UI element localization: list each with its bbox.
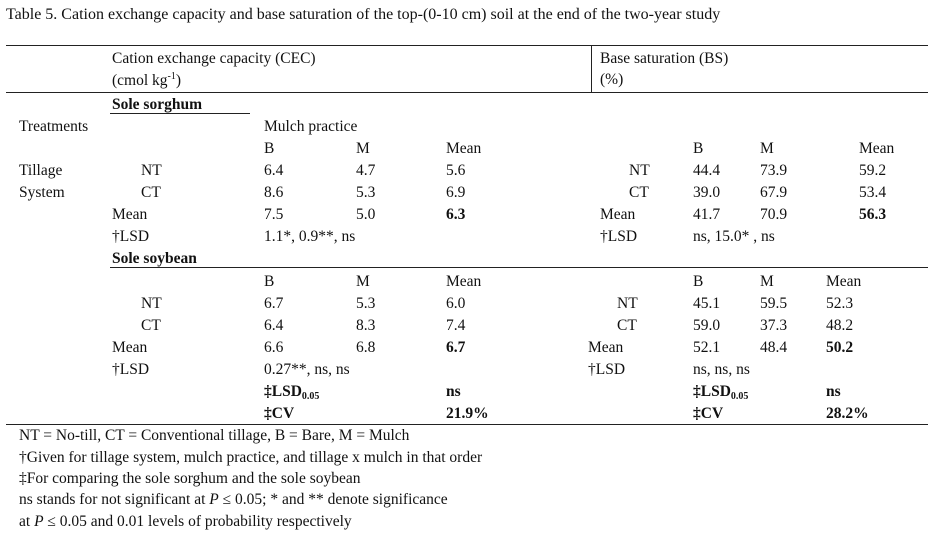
cell: 5.0: [356, 206, 376, 223]
row-label-mean: Mean: [600, 206, 636, 223]
grand-mean: 56.3: [859, 206, 887, 223]
row-label-ct: CT: [141, 317, 161, 334]
lsd-values: 0.27**, ns, ns: [264, 361, 350, 378]
footnote-abbreviations: NT = No-till, CT = Conventional tillage, B = Bare, M = Mulch: [19, 427, 410, 444]
row-label-lsd: †LSD: [112, 361, 150, 378]
row-label-nt: NT: [617, 295, 638, 312]
cell: 73.9: [760, 162, 788, 179]
cv-label: ‡CV: [264, 405, 295, 422]
grand-mean: 50.2: [826, 339, 854, 356]
col-m: M: [760, 273, 774, 290]
top-rule: [6, 45, 928, 46]
mulch-practice-label: Mulch practice: [264, 118, 358, 135]
bs-unit: (%): [600, 71, 624, 88]
col-mean: Mean: [859, 140, 895, 157]
cell: 48.4: [760, 339, 788, 356]
row-label-ct: CT: [629, 184, 649, 201]
soybean-underline: [110, 267, 928, 268]
cv-label: ‡CV: [693, 405, 724, 422]
grand-mean: 6.7: [446, 339, 466, 356]
cell: 5.3: [356, 295, 376, 312]
cell: 39.0: [693, 184, 721, 201]
bottom-rule: [6, 424, 928, 425]
col-b: B: [693, 140, 704, 157]
row-label-mean: Mean: [112, 206, 148, 223]
lsd005-value: ns: [446, 383, 461, 400]
col-b: B: [264, 273, 275, 290]
footnote-double-dagger: ‡For comparing the sole sorghum and the sole soybean: [19, 470, 361, 487]
treatments-label: Treatments: [19, 118, 89, 135]
cell: 6.4: [264, 162, 284, 179]
cell: 6.7: [264, 295, 284, 312]
col-mean: Mean: [826, 273, 862, 290]
col-m: M: [356, 273, 370, 290]
col-b: B: [264, 140, 275, 157]
cell: 5.3: [356, 184, 376, 201]
row-label-ct: CT: [141, 184, 161, 201]
cell: 7.4: [446, 317, 466, 334]
cell: 48.2: [826, 317, 854, 334]
cell: 7.5: [264, 206, 284, 223]
system-label: System: [19, 184, 65, 201]
cell: 67.9: [760, 184, 788, 201]
tillage-label: Tillage: [19, 162, 63, 179]
cec-unit: (cmol $kg^{-1}$): [112, 71, 182, 89]
cell: 53.4: [859, 184, 887, 201]
soybean-title: Sole soybean: [112, 250, 197, 267]
cell: 37.3: [760, 317, 788, 334]
cell: 52.3: [826, 295, 854, 312]
lsd005-value: ns: [826, 383, 841, 400]
lsd-values: ns, 15.0* , ns: [693, 228, 775, 245]
row-label-nt: NT: [141, 295, 162, 312]
lsd-values: ns, ns, ns: [693, 361, 750, 378]
cell: 52.1: [693, 339, 721, 356]
cell: 6.6: [264, 339, 284, 356]
cell: 6.4: [264, 317, 284, 334]
cv-value: 28.2%: [826, 405, 869, 422]
row-label-mean: Mean: [588, 339, 624, 356]
row-label-ct: CT: [617, 317, 637, 334]
footnote-ns: ns stands for not significant at P ≤ 0.05; * and ** denote significance: [19, 491, 448, 508]
lsd005-label: $\ddagger LSD_{0.05}$: [693, 383, 749, 402]
cell: 59.0: [693, 317, 721, 334]
cell: 8.6: [264, 184, 284, 201]
col-mean: Mean: [446, 273, 482, 290]
sorghum-title: Sole sorghum: [112, 96, 202, 113]
cell: 6.0: [446, 295, 466, 312]
cv-value: 21.9%: [446, 405, 489, 422]
col-mean: Mean: [446, 140, 482, 157]
row-label-lsd: †LSD: [112, 228, 150, 245]
table-caption: Table 5. Cation exchange capacity and base saturation of the top-(0-10 cm) soil at the end of the two-year study: [6, 6, 721, 23]
header-rule: [6, 92, 928, 93]
row-label-nt: NT: [141, 162, 162, 179]
row-label-mean: Mean: [112, 339, 148, 356]
row-label-lsd: †LSD: [600, 228, 638, 245]
cell: 41.7: [693, 206, 721, 223]
cell: 59.5: [760, 295, 788, 312]
cell: 59.2: [859, 162, 887, 179]
col-m: M: [356, 140, 370, 157]
cell: 5.6: [446, 162, 466, 179]
footnote-significance: at P ≤ 0.05 and 0.01 levels of probability respectively: [19, 513, 352, 530]
row-label-lsd: †LSD: [588, 361, 626, 378]
col-m: M: [760, 140, 774, 157]
sorghum-underline: [110, 113, 250, 114]
cell: 70.9: [760, 206, 788, 223]
col-b: B: [693, 273, 704, 290]
grand-mean: 6.3: [446, 206, 466, 223]
bs-header: Base saturation (BS): [600, 50, 729, 67]
cell: 45.1: [693, 295, 721, 312]
cell: 6.8: [356, 339, 376, 356]
header-divider: [591, 45, 592, 92]
cell: 8.3: [356, 317, 376, 334]
cell: 4.7: [356, 162, 376, 179]
lsd-values: 1.1*, 0.9**, ns: [264, 228, 356, 245]
footnote-dagger: †Given for tillage system, mulch practice, and tillage x mulch in that order: [19, 449, 483, 466]
lsd005-label: $\ddagger LSD_{0.05}$: [264, 383, 320, 402]
row-label-nt: NT: [629, 162, 650, 179]
cec-header: Cation exchange capacity (CEC): [112, 50, 316, 67]
cell: 44.4: [693, 162, 721, 179]
cell: 6.9: [446, 184, 466, 201]
